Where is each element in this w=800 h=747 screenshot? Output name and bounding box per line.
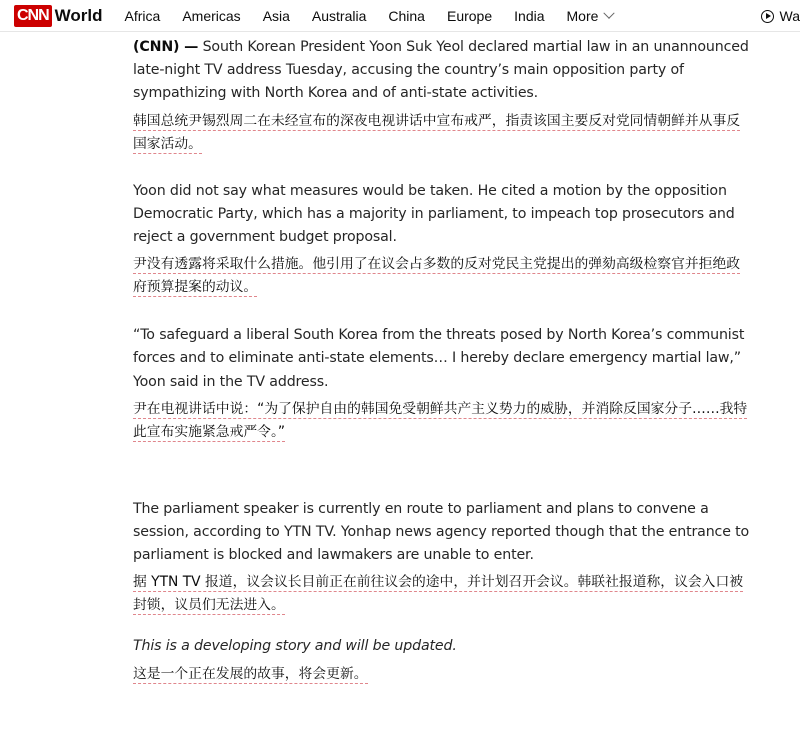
- article-paragraph-3: “To safeguard a liberal South Korea from the threats posed by North Korea’s communist forces and to eliminate anti-state elements… I hereby declare emergency martial law,” Yoon said in the TV address.: [133, 327, 745, 390]
- article-paragraph-1: [133, 36, 753, 106]
- nav-item-australia[interactable]: Australia: [311, 7, 367, 24]
- nav-item-africa[interactable]: Africa: [124, 7, 161, 24]
- nav-item-india[interactable]: India: [514, 7, 545, 24]
- chevron-down-icon: [604, 7, 615, 18]
- cnn-logo[interactable]: CNN: [14, 5, 52, 27]
- article-paragraph-4: The parliament speaker is currently en route to parliament and plans to convene a session, according to YTN TV. Yonhap news agency reported though that the entrance to parliament is blocked and lawmakers are unable to enter.: [133, 500, 750, 564]
- paragraph-1-text: South Korean President Yoon Suk Yeol declared martial law in an unannounced late-night TV address Tuesday, accusing the country’s main opposition party of sympathizing with North Korea and of anti-state activities.: [133, 39, 749, 102]
- nav-item-china[interactable]: China: [388, 7, 425, 24]
- article-paragraph-2: Yoon did not say what measures would be taken. He cited a motion by the opposition Democratic Party, which has a majority in parliament, to impeach top prosecutors and reject a government budget proposal.: [133, 182, 735, 246]
- article-paragraph-5: This is a developing story and will be updated.: [133, 638, 457, 655]
- translation-3: [133, 398, 753, 444]
- cnn-world-logo[interactable]: [14, 5, 103, 27]
- article-body: [133, 36, 753, 686]
- watch-label: Wa: [779, 8, 800, 24]
- translation-2-text: 尹没有透露将采取什么措施。他引用了在议会占多数的反对党民主党提出的弹劾高级检察官并拒绝政府预算提案的动议。: [133, 256, 741, 296]
- translation-4-text: 据 YTN TV 报道，议会议长目前正在前往议会的途中，并计划召开会议。韩联社报道称，议会入口被封锁，议员们无法进入。: [133, 574, 744, 614]
- translation-5: [133, 663, 753, 686]
- section-title[interactable]: World: [54, 5, 103, 25]
- translation-1: [133, 110, 753, 156]
- translation-5-text: 这是一个正在发展的故事，将会更新。: [133, 665, 368, 682]
- translation-4: [133, 571, 753, 617]
- translation-2: [133, 253, 753, 299]
- nav-item-americas[interactable]: Americas: [182, 7, 241, 24]
- dateline: (CNN) —: [133, 39, 199, 55]
- nav-item-europe[interactable]: Europe: [446, 7, 493, 24]
- nav-item-asia[interactable]: Asia: [262, 7, 290, 24]
- main-nav: [125, 8, 636, 24]
- nav-more-label: More: [566, 7, 599, 24]
- watch-button[interactable]: [761, 0, 800, 32]
- translation-1-text: 韩国总统尹锡烈周二在未经宣布的深夜电视讲话中宣布戒严，指责该国主要反对党同情朝鲜并从事反国家活动。: [133, 112, 741, 152]
- nav-more-button[interactable]: [567, 8, 614, 24]
- play-circle-icon: [761, 10, 774, 23]
- translation-3-text: 尹在电视讲话中说：“为了保护自由的韩国免受朝鲜共产主义势力的威胁，并消除反国家分子……我特此宣布实施紧急戒严令。”: [133, 400, 748, 440]
- top-navigation-bar: [0, 0, 800, 32]
